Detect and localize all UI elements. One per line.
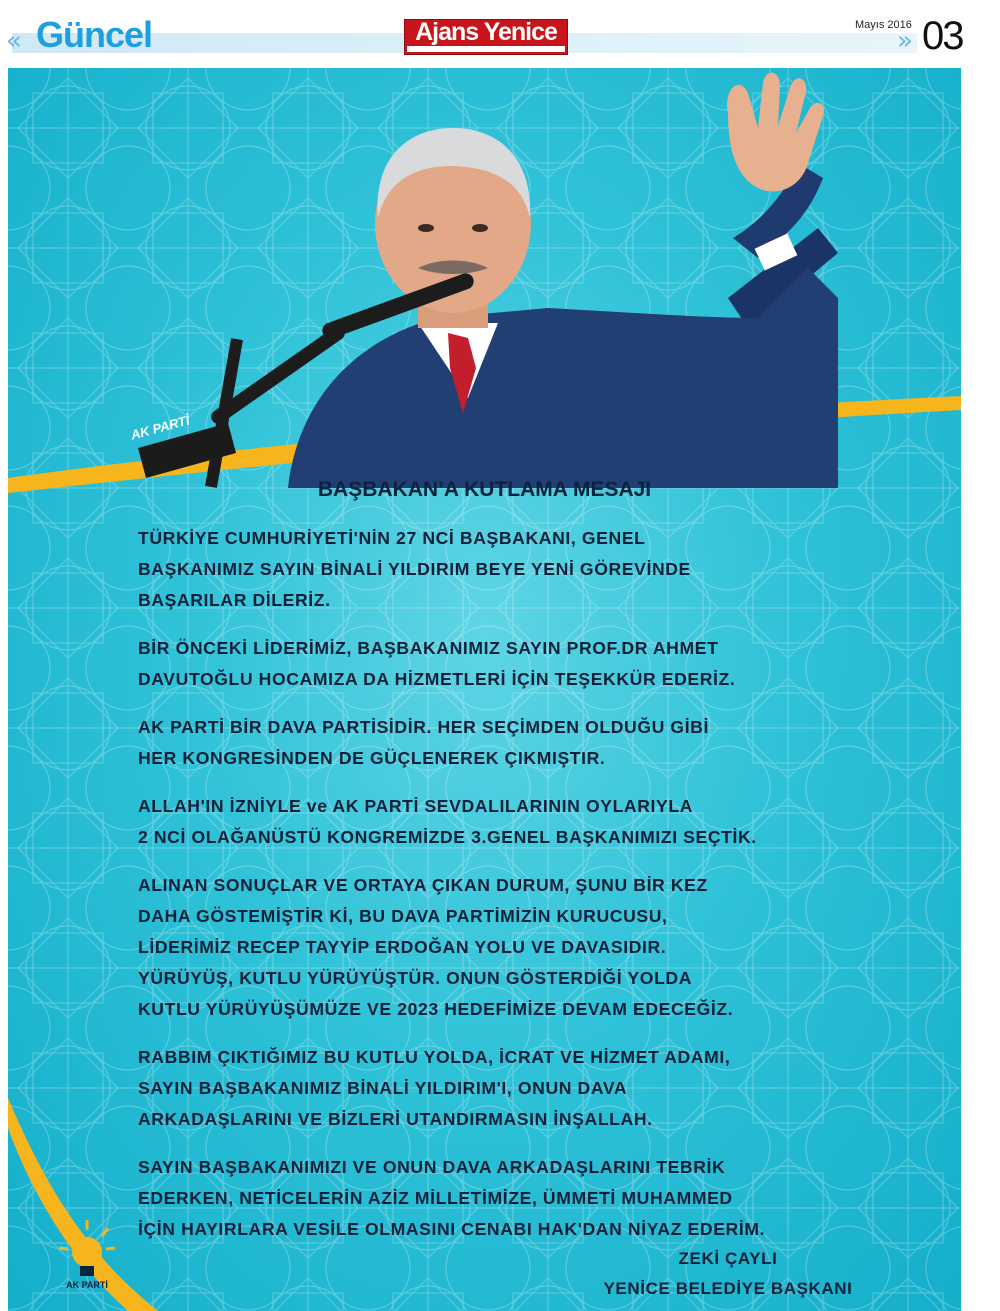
message-paragraph: TÜRKİYE CUMHURİYETİ'NİN 27 NCİ BAŞBAKANI, GENEL BAŞKANIMIZ SAYIN BİNALİ YILDIRIM BEYE YENİ GÖREVİNDE BAŞARILAR DİLERİZ.: [138, 528, 691, 610]
newspaper-logo: [404, 19, 568, 55]
message-paragraph: AK PARTİ BİR DAVA PARTİSİDİR. HER SEÇİMDEN OLDUĞU GİBİ HER KONGRESİNDEN DE GÜÇLENEREK ÇIKMIŞTIR.: [138, 717, 709, 768]
message-paragraph: RABBIM ÇIKTIĞIMIZ BU KUTLU YOLDA, İCRAT VE HİZMET ADAMI, SAYIN BAŞBAKANIMIZ BİNALİ YILDIRIM'I, ONUN DAVA ARKADAŞLARINI VE BİZLERİ UTANDIRMASIN İNŞALLAH.: [138, 1047, 731, 1129]
signature-name: ZEKİ ÇAYLI: [678, 1249, 778, 1268]
party-logo-label: AK PARTİ: [66, 1280, 108, 1290]
page-header: [0, 0, 1000, 66]
prime-minister-portrait: [118, 68, 838, 488]
congratulation-ad: [8, 68, 961, 1311]
signature: [578, 1244, 878, 1304]
message-paragraph: SAYIN BAŞBAKANIMIZI VE ONUN DAVA ARKADAŞLARINI TEBRİK EDERKEN, NETİCELERİN AZİZ MİLLETİMİZE, ÜMMETİ MUHAMMED İÇİN HAYIRLARA VESİLE OLMASINI CENABI HAK'DAN NİYAZ EDERİM.: [138, 1157, 766, 1239]
page-number: 03: [922, 14, 963, 58]
message-paragraph: ALINAN SONUÇLAR VE ORTAYA ÇIKAN DURUM, ŞUNU BİR KEZ DAHA GÖSTEMİŞTİR Kİ, BU DAVA PARTİMİZİN KURUCUSU, LİDERİMİZ RECEP TAYYİP ERDOĞAN YOLU VE DAVASIDIR. YÜRÜYÜŞ, KUTLU YÜRÜYÜŞTÜR. ONUN GÖSTERDİĞİ YOLDA KUTLU YÜRÜYÜŞÜMÜZE VE 2023 HEDEFİMİZE DEVAM EDECEĞİZ.: [138, 875, 734, 1019]
message-paragraph: ALLAH'IN İZNİYLE ve AK PARTİ SEVDALILARININ OYLARIYLA 2 NCİ OLAĞANÜSTÜ KONGREMİZDE 3.GENEL BAŞKANIMIZI SEÇTİK.: [138, 796, 757, 847]
chevron-left-icon: «: [6, 26, 16, 56]
ad-title: BAŞBAKAN’A KUTLAMA MESAJI: [317, 478, 652, 501]
lightbulb-icon: [58, 1218, 116, 1304]
message-paragraph: BİR ÖNCEKİ LİDERİMİZ, BAŞBAKANIMIZ SAYIN PROF.DR AHMET DAVUTOĞLU HOCAMIZA DA HİZMETLERİ İÇİN TEŞEKKÜR EDERİZ.: [138, 638, 736, 689]
section-title: Güncel: [36, 14, 153, 55]
microphone-label: AK PARTİ: [129, 412, 192, 443]
issue-date: Mayıs 2016: [855, 19, 912, 31]
chevron-right-icon: »: [897, 26, 907, 56]
logo-text: Ajans Yenice: [415, 18, 557, 46]
message-body: [138, 523, 928, 1262]
logo-strip: [407, 46, 565, 52]
signature-title: YENİCE BELEDİYE BAŞKANI: [603, 1279, 853, 1298]
